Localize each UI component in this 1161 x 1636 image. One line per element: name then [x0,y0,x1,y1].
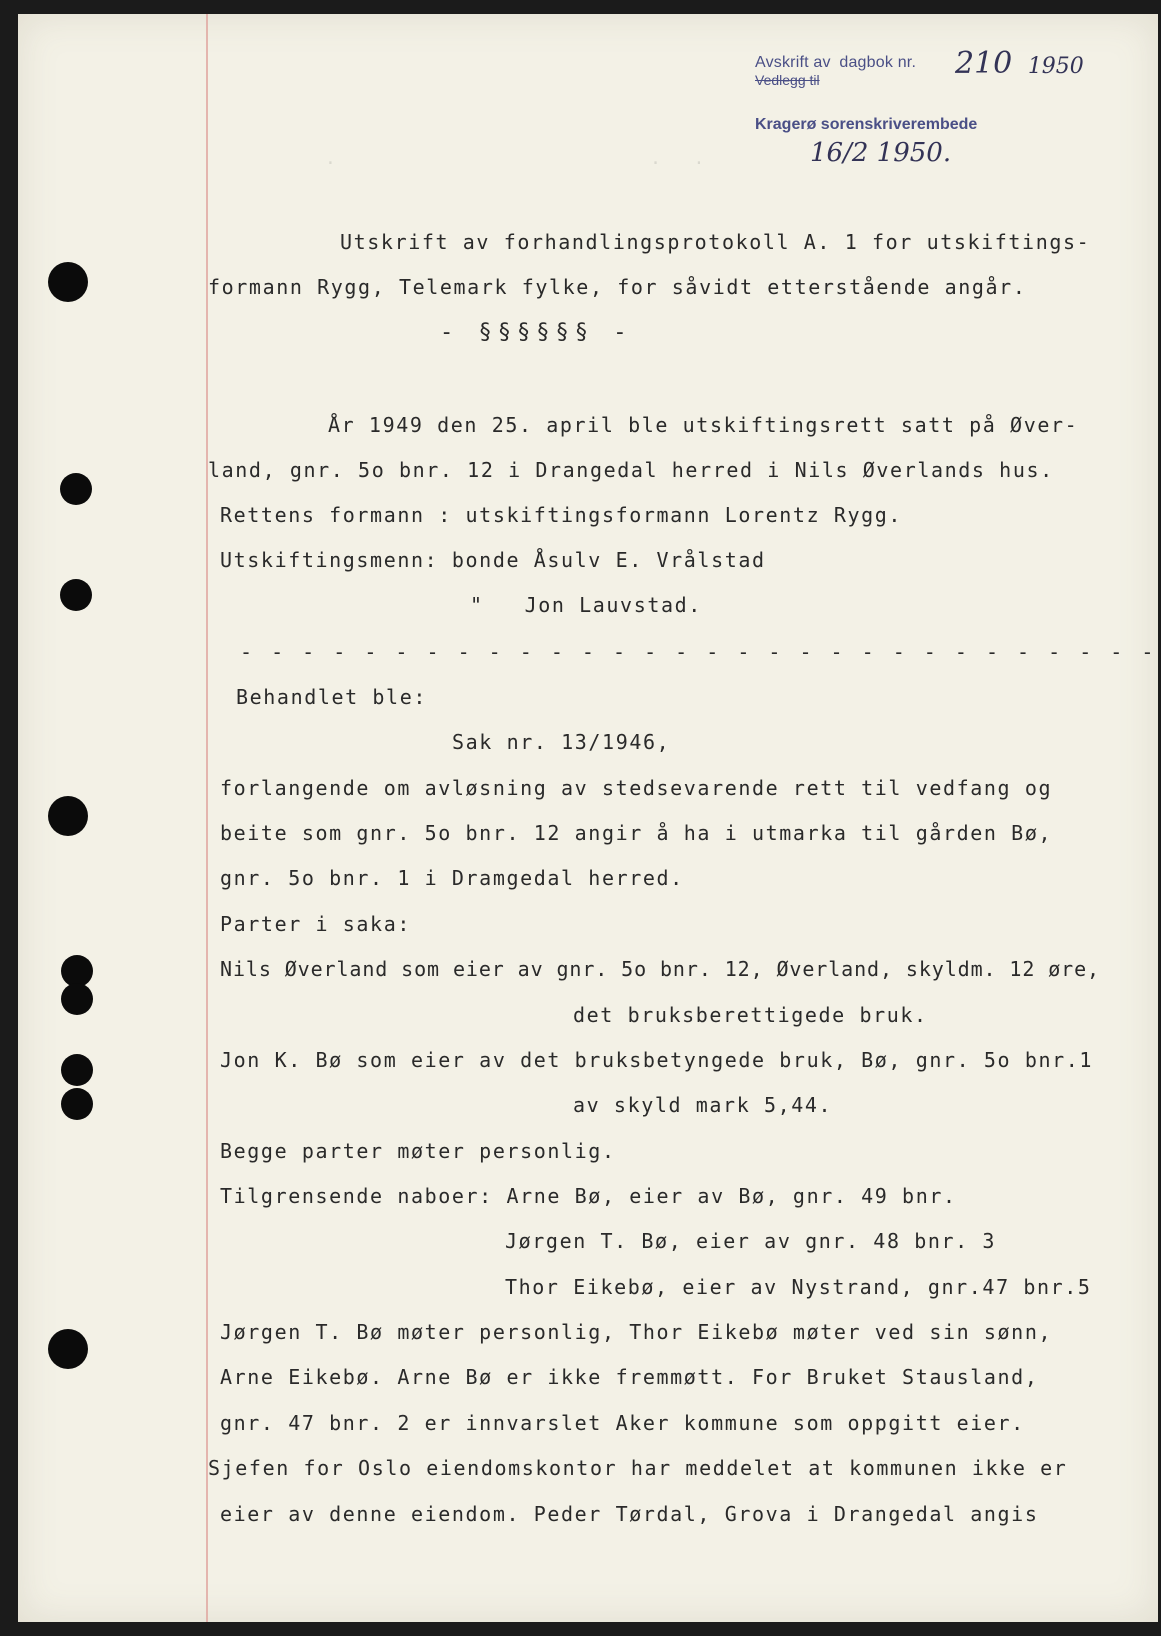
text-line: Behandlet ble: [236,685,427,709]
punch-hole [60,473,92,505]
punch-hole [61,1054,93,1086]
text-line: År 1949 den 25. april ble utskiftingsrett satt på Øver- [328,413,1079,437]
text-line: gnr. 47 bnr. 2 er innvarslet Aker kommune som oppgitt eier. [220,1411,1025,1435]
punch-hole [60,579,92,611]
punch-hole [48,1329,88,1369]
text-line: Arne Eikebø. Arne Bø er ikke fremmøtt. For Bruket Stausland, [220,1365,1039,1389]
text-line: Utskrift av forhandlingsprotokoll A. 1 for utskiftings- [340,230,1091,254]
stamp-avskrift: Avskrift av [755,54,831,71]
text-line: formann Rygg, Telemark fylke, for såvidt etterstående angår. [208,275,1027,299]
text-line: Thor Eikebø, eier av Nystrand, gnr.47 bnr.5 [505,1275,1092,1299]
stamp-year: 1950 [1027,54,1084,79]
stamp-label [755,54,916,72]
margin-rule [206,14,208,1622]
stamp-number [955,46,1084,81]
section-divider: - §§§§§§ - [440,320,633,345]
stamp-dagbok: dagbok nr. [839,54,917,71]
punch-hole [61,983,93,1015]
punch-hole [48,262,88,302]
text-line: eier av denne eiendom. Peder Tørdal, Grova i Drangedal angis [220,1502,1039,1526]
stamp-office: Kragerø sorenskriverembede [755,116,978,133]
text-line: " Jon Lauvstad. [470,593,702,617]
text-line: gnr. 5o bnr. 1 i Dramgedal herred. [220,866,684,890]
registration-stamp [755,46,1115,134]
bleed-through: . . . [260,148,705,169]
text-line: Nils Øverland som eier av gnr. 5o bnr. 12, Øverland, skyldm. 12 øre, [220,957,1100,981]
punch-hole [48,796,88,836]
text-line: forlangende om avløsning av stedsevarende rett til vedfang og [220,776,1053,800]
case-number: Sak nr. 13/1946, [452,730,671,754]
text-line: beite som gnr. 5o bnr. 12 angir å ha i utmarka til gården Bø, [220,821,1053,845]
text-line: Jørgen T. Bø, eier av gnr. 48 bnr. 3 [505,1229,997,1253]
text-line: Begge parter møter personlig. [220,1139,616,1163]
text-line: Jørgen T. Bø møter personlig, Thor Eikebø møter ved sin sønn, [220,1320,1053,1344]
stamp-number-value: 210 [955,46,1013,81]
text-line: Rettens formann : utskiftingsformann Lorentz Rygg. [220,503,903,527]
text-line: Utskiftingsmenn: bonde Åsulv E. Vrålstad [220,548,766,572]
text-line: Jon K. Bø som eier av det bruksbetyngede bruk, Bø, gnr. 5o bnr.1 [220,1048,1094,1072]
text-line: Parter i saka: [220,912,411,936]
dash-separator: - - - - - - - - - - - - - - - - - - - - - - - - - - - - - - [240,640,1157,664]
text-line: land, gnr. 5o bnr. 12 i Drangedal herred i Nils Øverlands hus. [208,458,1054,482]
text-line: Tilgrensende naboer: Arne Bø, eier av Bø, gnr. 49 bnr. [220,1184,957,1208]
text-line: det bruksberettigede bruk. [573,1003,928,1027]
stamp-vedlegg: Vedlegg til [755,72,820,88]
stamp-handwritten-date: 16/2 1950. [810,138,952,168]
punch-hole [61,1088,93,1120]
text-line: av skyld mark 5,44. [573,1093,833,1117]
text-line: Sjefen for Oslo eiendomskontor har meddelet at kommunen ikke er [208,1456,1068,1480]
